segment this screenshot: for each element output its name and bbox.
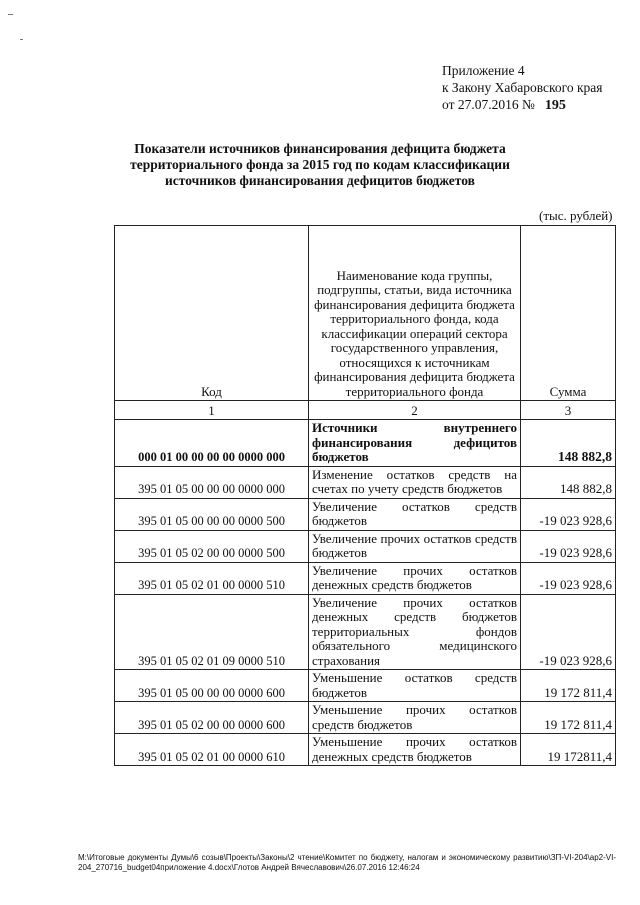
table-row xyxy=(115,702,616,734)
header-sum: Сумма xyxy=(521,226,616,401)
table-row xyxy=(115,420,616,467)
column-number: 2 xyxy=(309,401,521,420)
table-row xyxy=(115,562,616,594)
row-sum: -19 023 928,6 xyxy=(521,562,616,594)
row-name: Увеличение прочих остатков денежных средств бюджетов территориальных фондов обязательного медицинского страхования xyxy=(309,594,521,670)
table-row xyxy=(115,594,616,670)
row-sum: 148 882,8 xyxy=(521,466,616,498)
table-row xyxy=(115,670,616,702)
units-label: (тыс. рублей) xyxy=(539,208,613,223)
header-name: Наименование кода группы, подгруппы, статьи, вида источника финансирования дефицита бюджета территориального фонда, кода классификации операций сектора государственного управления, относящихся к источникам финансирования дефицита бюджета территориального фонда xyxy=(309,226,521,401)
row-code: 395 01 05 02 01 00 0000 610 xyxy=(115,734,309,766)
column-number: 1 xyxy=(115,401,309,420)
row-code: 395 01 05 00 00 00 0000 500 xyxy=(115,498,309,530)
row-name: Увеличение прочих остатков денежных средств бюджетов xyxy=(309,562,521,594)
row-name: Увеличение остатков средств бюджетов xyxy=(309,498,521,530)
row-code: 395 01 05 00 00 00 0000 000 xyxy=(115,466,309,498)
row-code: 395 01 05 02 01 00 0000 510 xyxy=(115,562,309,594)
row-code: 395 01 05 00 00 00 0000 600 xyxy=(115,670,309,702)
appendix-line: к Закону Хабаровского края xyxy=(442,80,603,95)
row-sum: 19 172 811,4 xyxy=(521,702,616,734)
row-sum: 19 172 811,4 xyxy=(521,670,616,702)
row-code: 000 01 00 00 00 00 0000 000 xyxy=(115,420,309,467)
row-name: Увеличение прочих остатков средств бюджетов xyxy=(309,530,521,562)
column-number-row xyxy=(115,401,616,420)
appendix-date: от 27.07.2016 № xyxy=(442,97,535,112)
appendix-number: 195 xyxy=(544,98,566,113)
file-path-footer: M:\Итоговые документы Думы\6 созыв\Проекты\Законы\2 чтение\Комитет по бюджету, налогам и экономическому развитию\ЗП-VI-204\ар2-VI-204_270716_budget04приложение 4.docx\Глотов Андрей Вячеславович\26.07.2016 12:46:24 xyxy=(78,853,616,872)
scan-mark xyxy=(8,14,13,15)
row-code: 395 01 05 02 00 00 0000 600 xyxy=(115,702,309,734)
scan-mark xyxy=(20,39,23,40)
column-number: 3 xyxy=(521,401,616,420)
sources-table xyxy=(114,225,616,766)
appendix-stamp xyxy=(442,62,603,114)
row-code: 395 01 05 02 01 09 0000 510 xyxy=(115,594,309,670)
table-row xyxy=(115,530,616,562)
table-row xyxy=(115,466,616,498)
row-sum: 19 172811,4 xyxy=(521,734,616,766)
appendix-line xyxy=(442,96,603,114)
row-sum: -19 023 928,6 xyxy=(521,530,616,562)
appendix-line: Приложение 4 xyxy=(442,63,525,78)
table-header-row xyxy=(115,226,616,401)
table-row xyxy=(115,498,616,530)
row-code: 395 01 05 02 00 00 0000 500 xyxy=(115,530,309,562)
row-name: Изменение остатков средств на счетах по учету средств бюджетов xyxy=(309,466,521,498)
row-sum: 148 882,8 xyxy=(521,420,616,467)
row-name: Уменьшение остатков средств бюджетов xyxy=(309,670,521,702)
document-title: Показатели источников финансирования дефицита бюджета территориального фонда за 2015 год по кодам классификации источников финансирования дефицитов бюджетов xyxy=(130,141,510,188)
row-sum: -19 023 928,6 xyxy=(521,594,616,670)
header-code: Код xyxy=(115,226,309,401)
row-name: Уменьшение прочих остатков денежных средств бюджетов xyxy=(309,734,521,766)
table-row xyxy=(115,734,616,766)
row-name: Источники внутреннего финансирования дефицитов бюджетов xyxy=(309,420,521,467)
row-sum: -19 023 928,6 xyxy=(521,498,616,530)
row-name: Уменьшение прочих остатков средств бюджетов xyxy=(309,702,521,734)
